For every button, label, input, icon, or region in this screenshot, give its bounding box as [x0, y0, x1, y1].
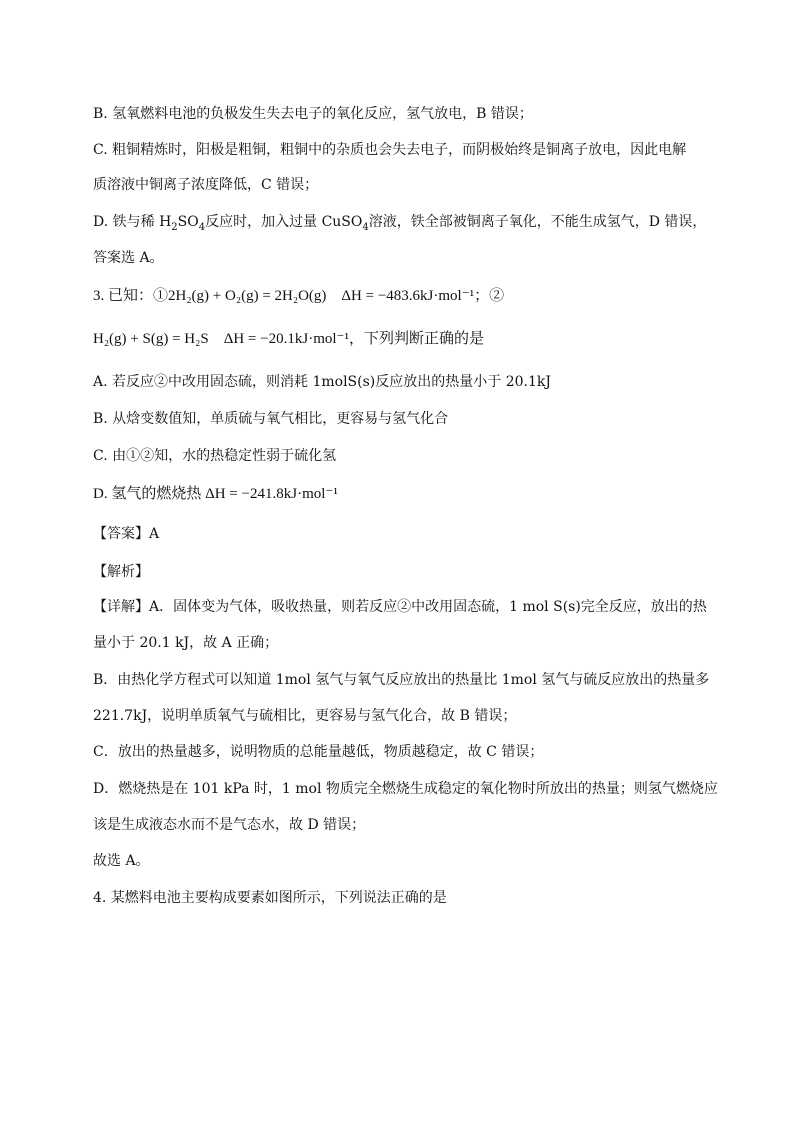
subscript-4b: 4 [362, 221, 369, 233]
question-3-option-d: D. 氢气的燃烧热 ΔH = −241.8kJ·mol⁻¹ [93, 486, 338, 502]
question-3-option-b: B. 从焓变数值知，单质硫与氧气相比，更容易与氢气化合 [93, 411, 449, 427]
detail-d-line-2: 该是生成液态水而不是气态水，故 D 错误； [93, 817, 366, 833]
detail-c: C．放出的热量越多，说明物质的总能量越低，物质越稳定，故 C 错误； [93, 744, 544, 760]
option-c-explanation-line-2: 质溶液中铜离子浓度降低，C 错误； [93, 177, 319, 193]
detail-a-line-2: 量小于 20.1 kJ，故 A 正确； [93, 635, 279, 651]
option-d-text-part-4: 溶液，铁全部被铜离子氧化，不能生成氢气，D 错误， [368, 214, 707, 230]
option-d-explanation-line-1 [93, 212, 706, 232]
analysis-label: 【解析】 [93, 564, 149, 580]
conclusion: 故选 A。 [93, 853, 150, 869]
option-d-text-part-3: 反应时，加入过量 CuSO [205, 214, 363, 230]
answer-label: 【答案】A [93, 526, 160, 542]
option-d-explanation-line-2: 答案选 A。 [93, 250, 164, 266]
detail-b-line-2: 221.7kJ，说明单质氧气与硫相比，更容易与氢气化合，故 B 错误； [93, 708, 517, 724]
option-d-text-part-1: D. 铁与稀 H [93, 214, 172, 230]
option-b-explanation: B. 氢氧燃料电池的负极发生失去电子的氧化反应，氢气放电，B 错误； [93, 106, 533, 122]
question-3-option-a: A. 若反应②中改用固态硫，则消耗 1molS(s)反应放出的热量小于 20.1kJ [93, 374, 551, 390]
question-4-stem: 4. 某燃料电池主要构成要素如图所示，下列说法正确的是 [93, 890, 447, 906]
question-3-option-c: C. 由①②知，水的热稳定性弱于硫化氢 [93, 448, 337, 464]
question-3-stem-line-1: 3. 已知：①2H₂(g) + O₂(g) = 2H₂O(g) ΔH = −483.6kJ·mol⁻¹；② [93, 288, 505, 304]
detail-d-line-1: D．燃烧热是在 101 kPa 时，1 mol 物质完全燃烧生成稳定的氧化物时所放出的热量；则氢气燃烧应 [93, 781, 718, 797]
option-c-explanation-line-1: C. 粗铜精炼时，阳极是粗铜，粗铜中的杂质也会失去电子，而阴极始终是铜离子放电，因此电解 [93, 142, 687, 158]
subscript-4: 4 [198, 221, 206, 233]
subscript-2: 2 [171, 221, 178, 233]
detail-a-line-1: 【详解】A．固体变为气体，吸收热量，则若反应②中改用固态硫，1 mol S(s)完全反应，放出的热 [93, 599, 707, 615]
detail-b-line-1: B．由热化学方程式可以知道 1mol 氢气与氧气反应放出的热量比 1mol 氢气与硫反应放出的热量多 [93, 672, 710, 688]
question-3-stem-line-2: H₂(g) + S(g) = H₂S ΔH = −20.1kJ·mol⁻¹，下列判断正确的是 [93, 331, 484, 347]
option-d-text-part-2: SO [177, 214, 199, 230]
